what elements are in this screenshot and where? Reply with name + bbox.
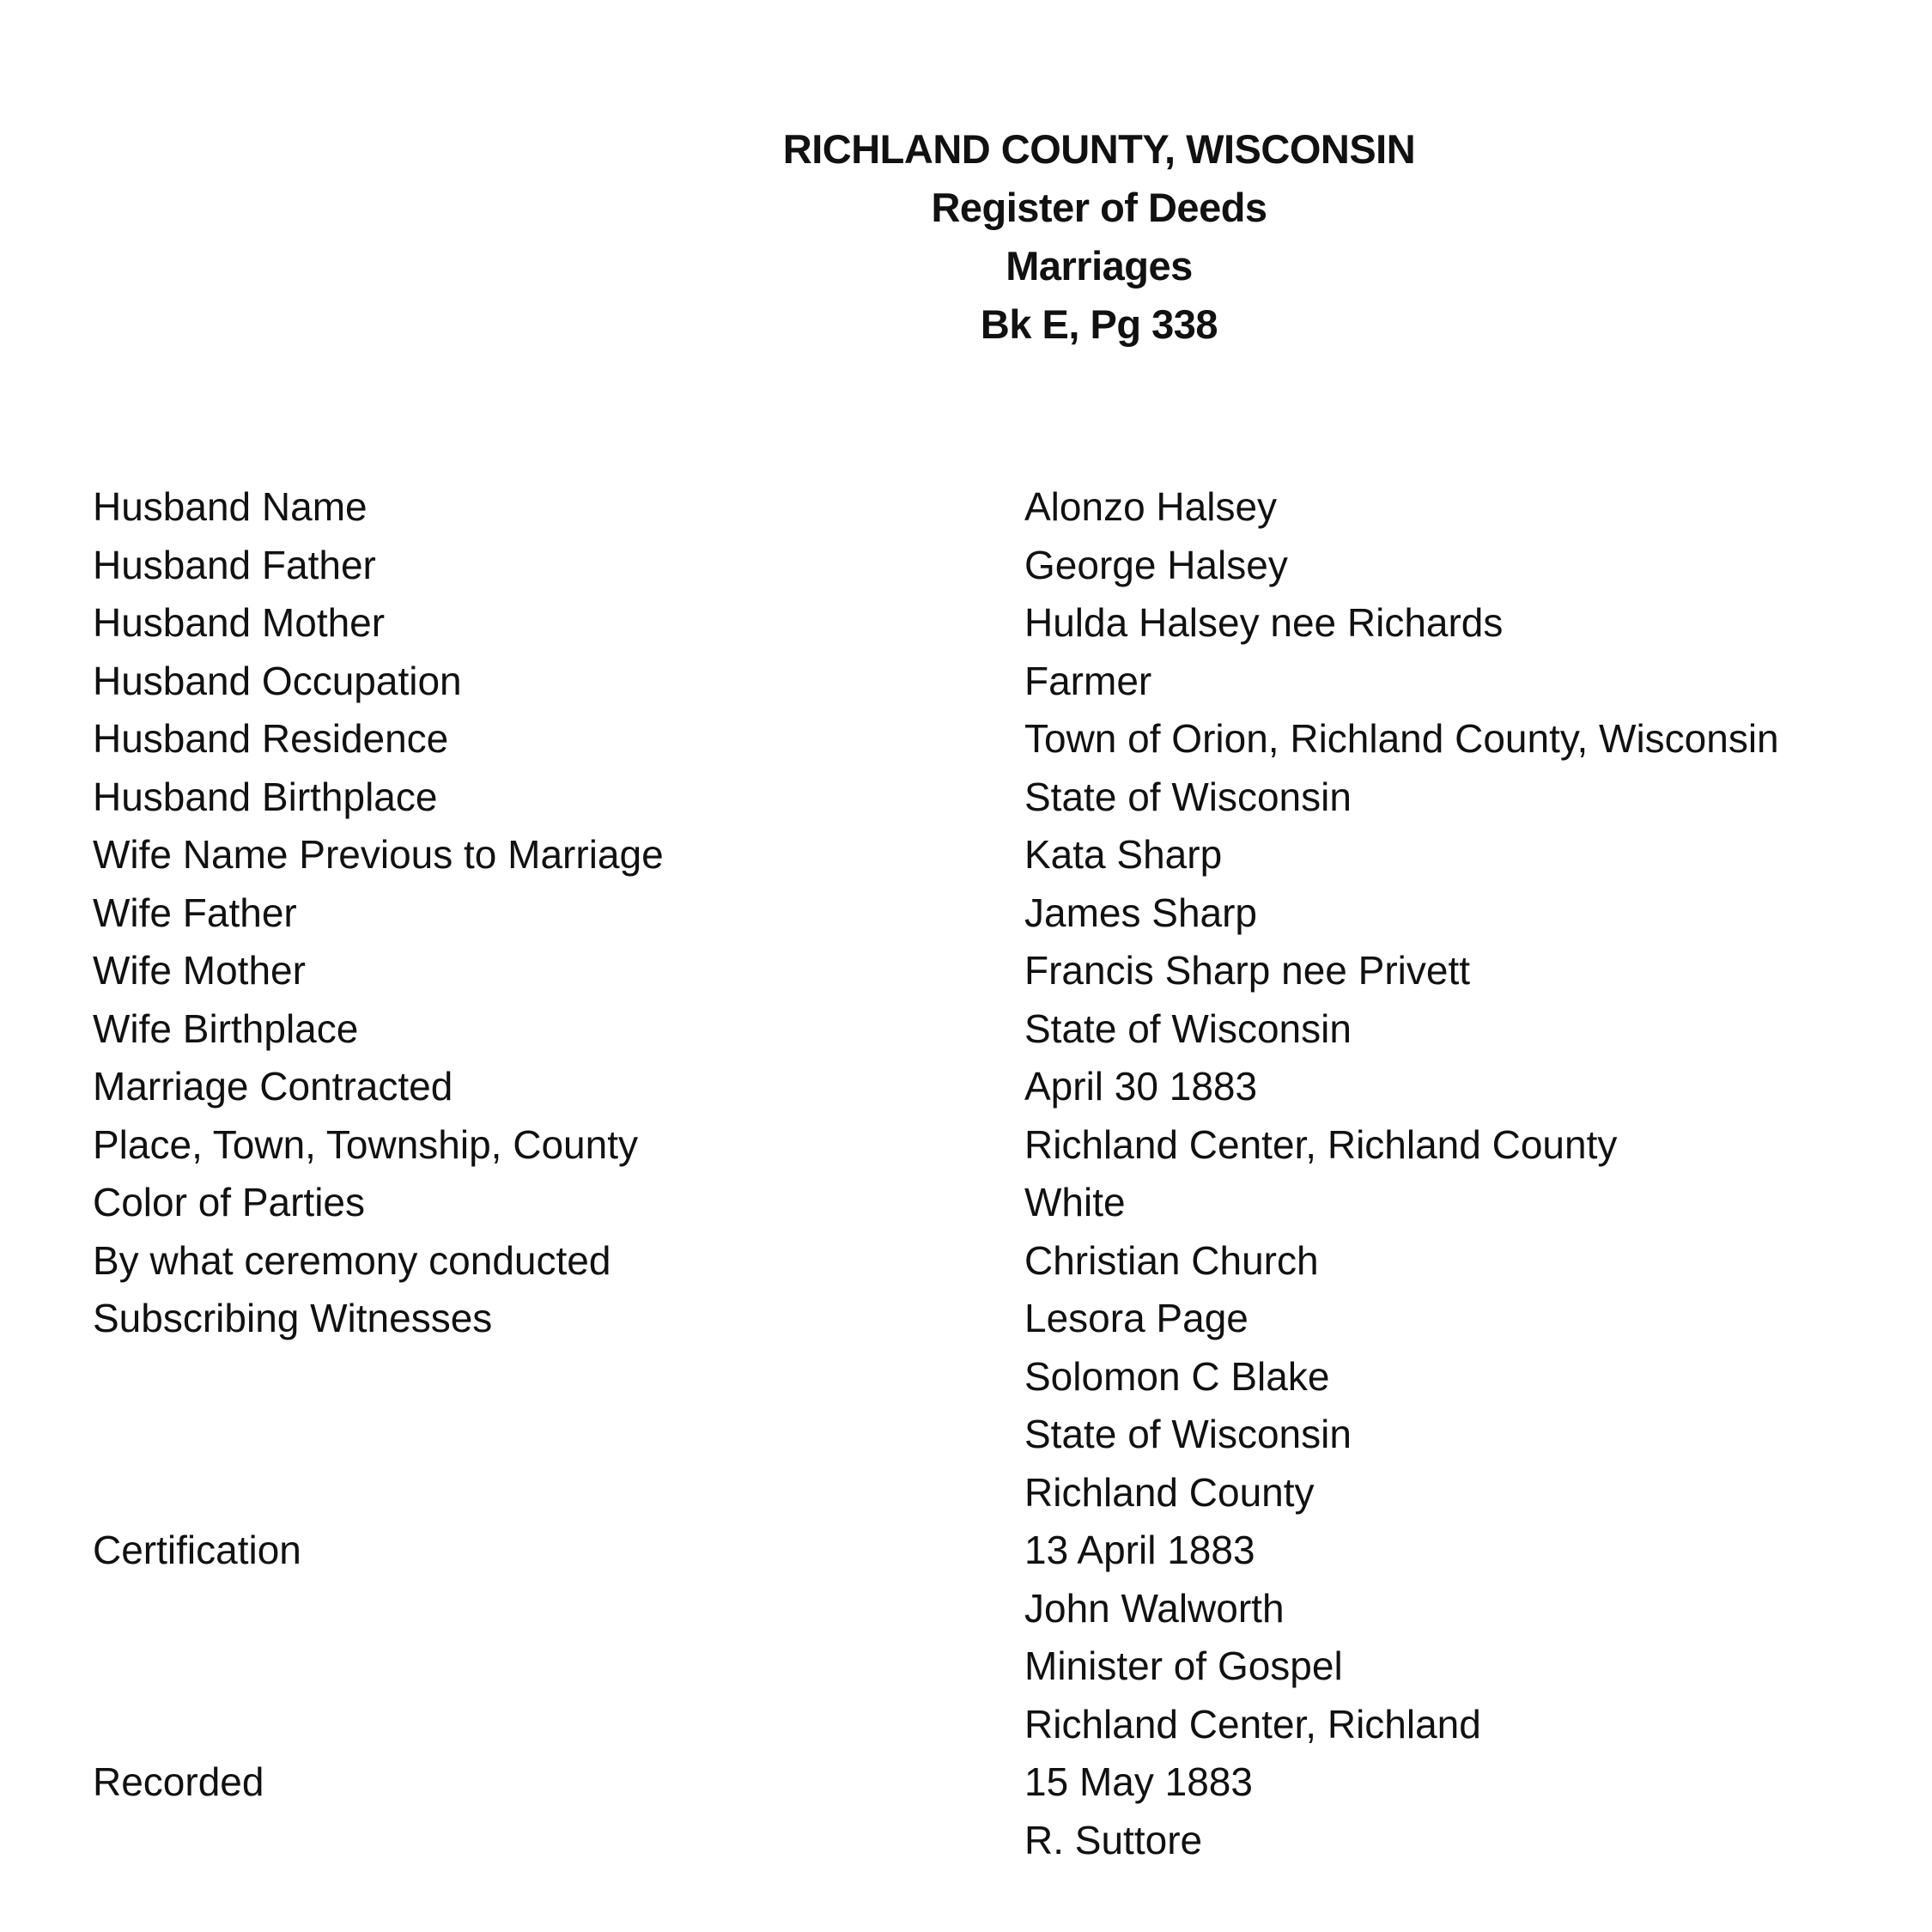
label-place: Place, Town, Township, County [93, 1121, 638, 1167]
label-wife-birthplace: Wife Birthplace [93, 1005, 359, 1051]
label-wife-father: Wife Father [93, 890, 297, 935]
label-recorded: Recorded [93, 1759, 264, 1804]
value-marriage-contracted: April 30 1883 [1024, 1064, 1258, 1109]
value-husband-birthplace: State of Wisconsin [1024, 774, 1352, 819]
value-cert-date: 13 April 1883 [1024, 1528, 1255, 1572]
label-husband-father: Husband Father [93, 542, 376, 587]
value-recorded-by: R. Suttore [1024, 1817, 1203, 1862]
value-cert-state: State of Wisconsin [1024, 1412, 1352, 1456]
value-husband-residence: Town of Orion, Richland County, Wisconsin [1024, 716, 1779, 761]
value-color: White [1024, 1180, 1126, 1224]
value-wife-name: Kata Sharp [1024, 832, 1223, 877]
label-color: Color of Parties [93, 1180, 366, 1224]
value-wife-mother: Francis Sharp nee Privett [1024, 948, 1471, 993]
value-witness-1: Lesora Page [1024, 1296, 1249, 1340]
value-place: Richland Center, Richland County [1024, 1121, 1618, 1167]
value-husband-occupation: Farmer [1024, 658, 1152, 703]
label-marriage-contracted: Marriage Contracted [93, 1064, 453, 1109]
value-cert-place: Richland Center, Richland [1024, 1701, 1481, 1747]
label-certification: Certification [93, 1528, 301, 1572]
value-ceremony: Christian Church [1024, 1237, 1319, 1283]
value-witness-2: Solomon C Blake [1024, 1353, 1330, 1399]
label-witnesses: Subscribing Witnesses [93, 1296, 493, 1340]
value-cert-name: John Walworth [1024, 1585, 1285, 1631]
label-wife-name: Wife Name Previous to Marriage [93, 832, 664, 877]
value-cert-title: Minister of Gospel [1024, 1643, 1343, 1688]
header-book-page: Bk E, Pg 338 [980, 301, 1218, 347]
header-office: Register of Deeds [931, 185, 1267, 230]
value-husband-name: Alonzo Halsey [1024, 484, 1278, 529]
label-husband-residence: Husband Residence [93, 716, 449, 761]
spacer [93, 1580, 951, 1754]
field-values [1024, 478, 1917, 1869]
header-county: RICHLAND COUNTY, WISCONSIN [782, 126, 1416, 172]
label-husband-birthplace: Husband Birthplace [93, 774, 438, 819]
label-ceremony: By what ceremony conducted [93, 1237, 611, 1283]
value-husband-father: George Halsey [1024, 542, 1288, 587]
label-husband-name: Husband Name [93, 484, 368, 529]
value-cert-county: Richland County [1024, 1469, 1315, 1515]
label-husband-occupation: Husband Occupation [93, 658, 462, 703]
value-husband-mother: Hulda Halsey nee Richards [1024, 600, 1504, 645]
header-record-type: Marriages [1005, 243, 1193, 289]
label-husband-mother: Husband Mother [93, 600, 386, 645]
value-recorded-date: 15 May 1883 [1024, 1759, 1253, 1804]
label-wife-mother: Wife Mother [93, 948, 306, 993]
spacer [93, 1348, 951, 1522]
value-wife-birthplace: State of Wisconsin [1024, 1005, 1352, 1051]
document-header [773, 120, 1425, 354]
field-labels [93, 478, 951, 1812]
value-wife-father: James Sharp [1024, 890, 1258, 935]
